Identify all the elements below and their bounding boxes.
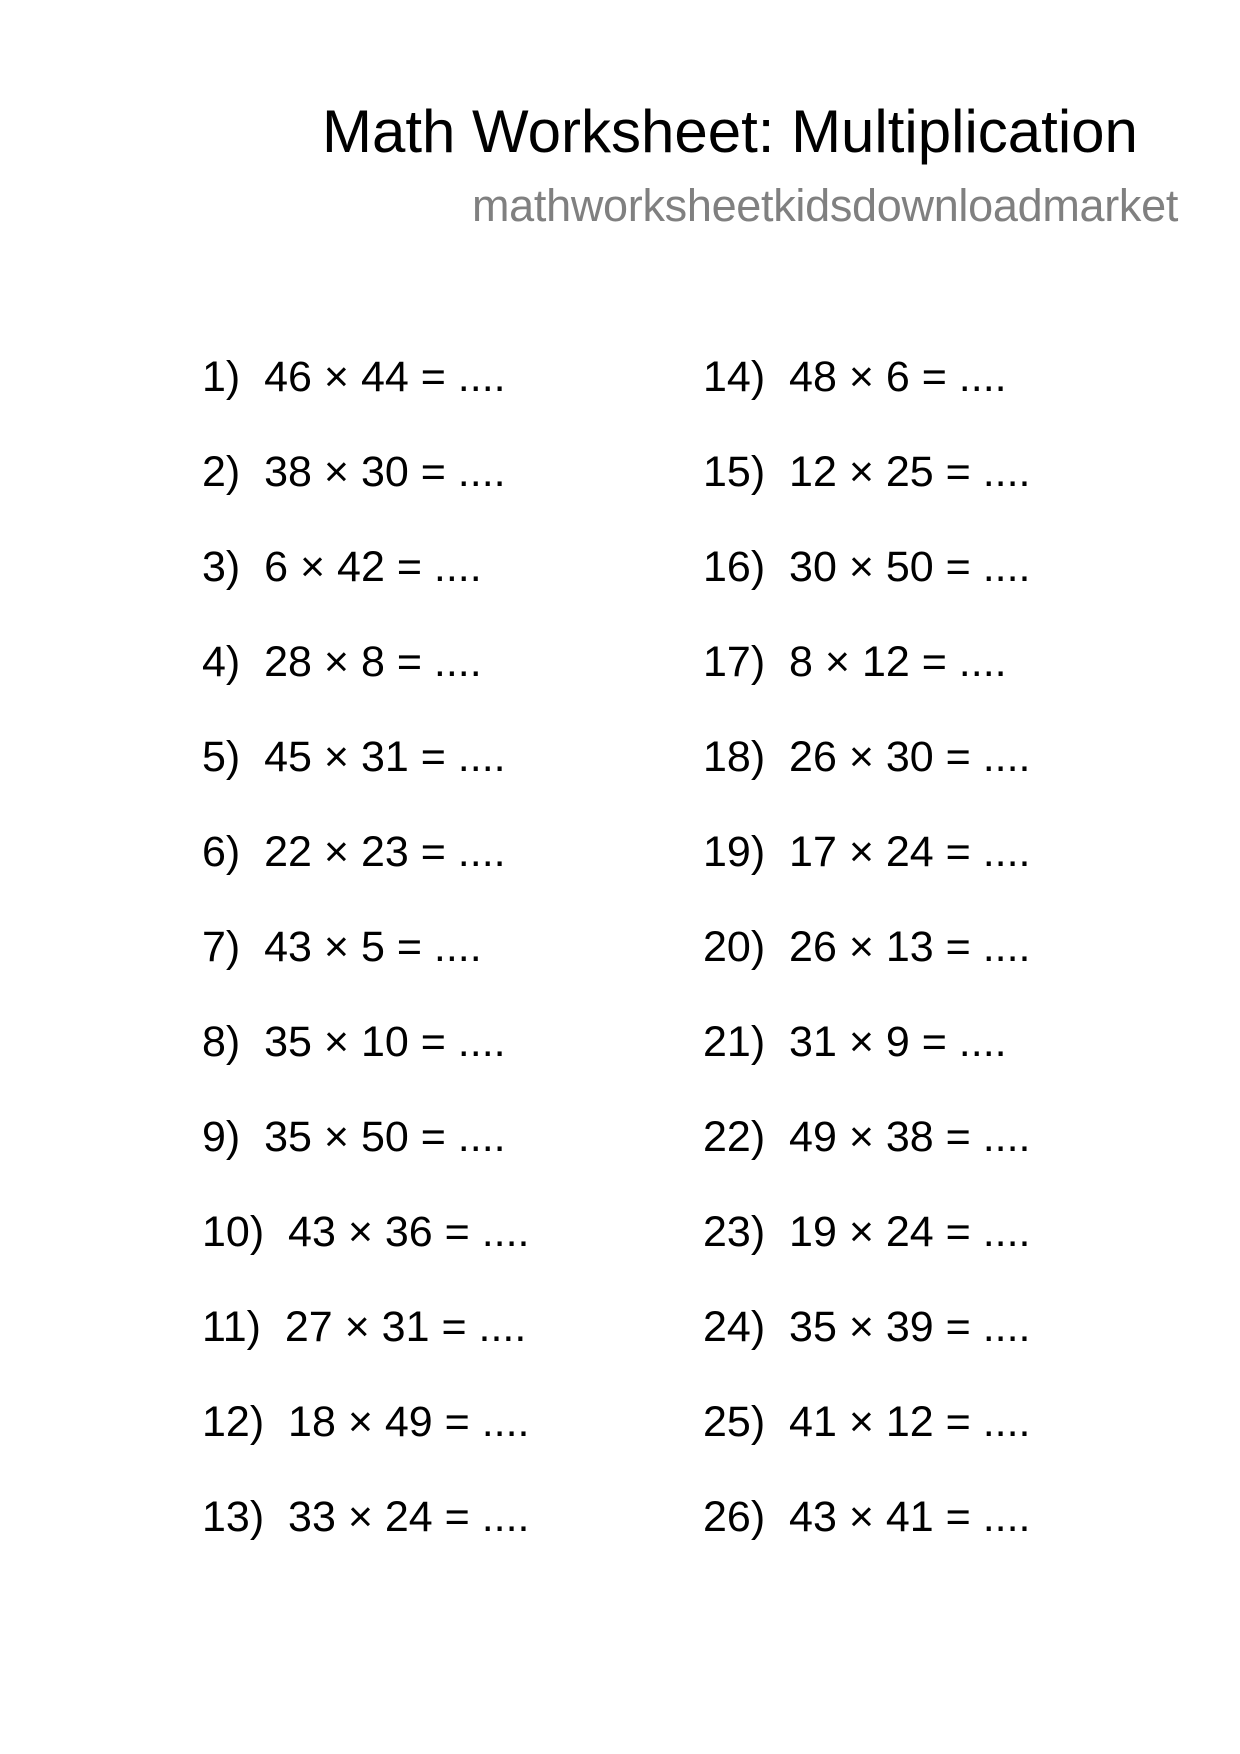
problem-item: 14) 48 × 6 = .... <box>703 353 1007 401</box>
problem-item: 23) 19 × 24 = .... <box>703 1208 1031 1256</box>
page-title: Math Worksheet: Multiplication <box>322 98 1138 165</box>
problem-item: 8) 35 × 10 = .... <box>202 1018 506 1066</box>
problem-item: 13) 33 × 24 = .... <box>202 1493 530 1541</box>
problem-item: 10) 43 × 36 = .... <box>202 1208 530 1256</box>
problem-item: 2) 38 × 30 = .... <box>202 448 506 496</box>
page-subtitle: mathworksheetkidsdownloadmarket <box>472 180 1179 231</box>
problem-item: 17) 8 × 12 = .... <box>703 638 1007 686</box>
problem-item: 22) 49 × 38 = .... <box>703 1113 1031 1161</box>
problem-item: 6) 22 × 23 = .... <box>202 828 506 876</box>
problem-item: 19) 17 × 24 = .... <box>703 828 1031 876</box>
problem-item: 7) 43 × 5 = .... <box>202 923 482 971</box>
problem-item: 9) 35 × 50 = .... <box>202 1113 506 1161</box>
problem-item: 3) 6 × 42 = .... <box>202 543 482 591</box>
problem-item: 11) 27 × 31 = .... <box>202 1303 527 1351</box>
problem-item: 15) 12 × 25 = .... <box>703 448 1031 496</box>
problem-item: 5) 45 × 31 = .... <box>202 733 506 781</box>
problem-item: 4) 28 × 8 = .... <box>202 638 482 686</box>
problem-item: 21) 31 × 9 = .... <box>703 1018 1007 1066</box>
problem-item: 18) 26 × 30 = .... <box>703 733 1031 781</box>
problem-item: 24) 35 × 39 = .... <box>703 1303 1031 1351</box>
problem-item: 16) 30 × 50 = .... <box>703 543 1031 591</box>
problem-item: 20) 26 × 13 = .... <box>703 923 1031 971</box>
problem-item: 26) 43 × 41 = .... <box>703 1493 1031 1541</box>
problem-item: 25) 41 × 12 = .... <box>703 1398 1031 1446</box>
problem-item: 12) 18 × 49 = .... <box>202 1398 530 1446</box>
problem-item: 1) 46 × 44 = .... <box>202 353 506 401</box>
